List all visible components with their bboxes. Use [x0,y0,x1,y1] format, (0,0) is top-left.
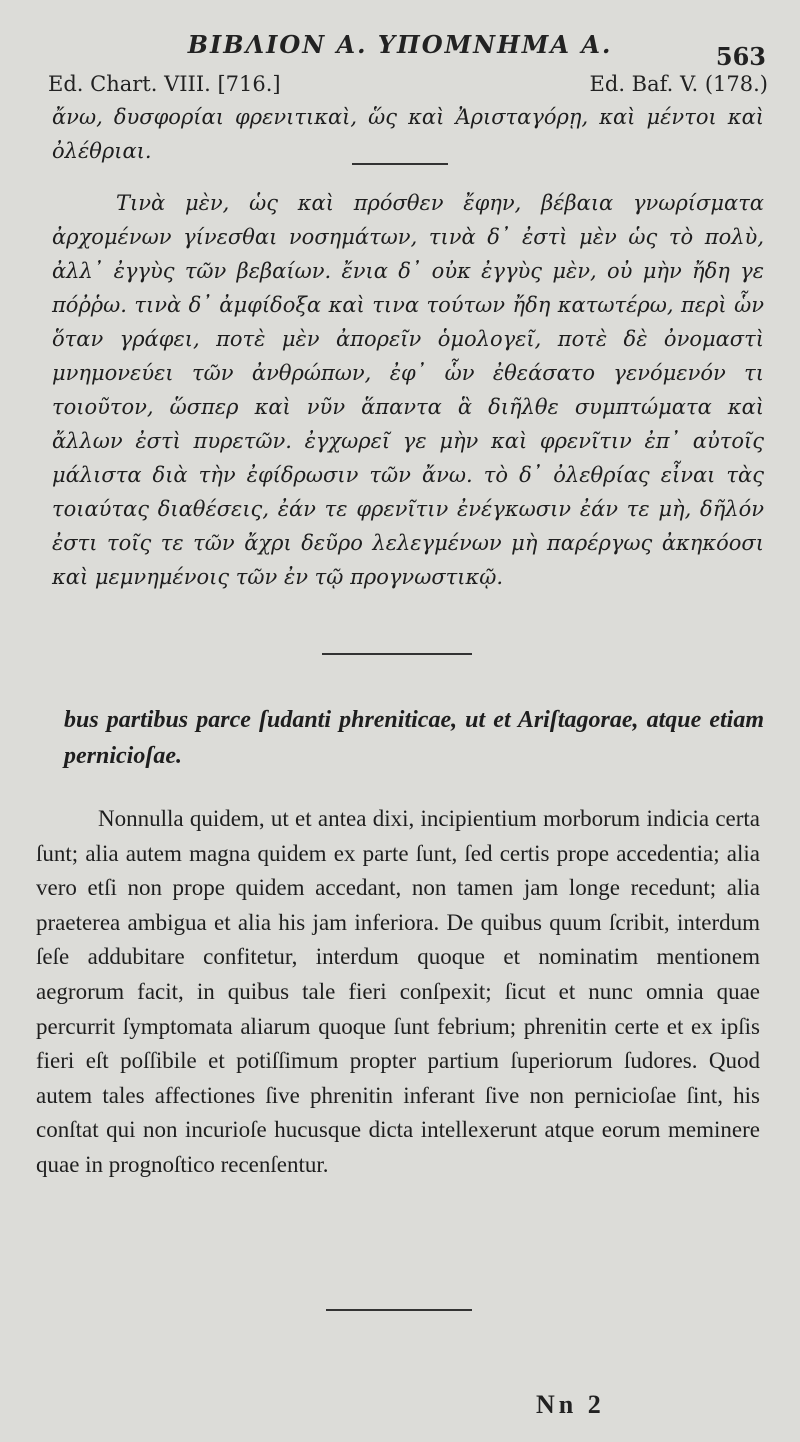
latin-main-paragraph: Nonnulla quidem, ut et antea dixi, incipientium morborum indicia certa ſunt; alia autem magna quidem ex parte ſunt, ſed certis prope accedentia; alia vero etſi non prope quidem accedant, non tamen jam longe recedunt; alia praeterea ambigua et alia his jam inferiora. De quibus quum ſcribit, interdum ſeſe addubitare confitetur, interdum quoque et nominatim mentionem aegrorum facit, in quibus tale fieri conſpexit; ſicut et nunc omnia quae percurrit ſymptomata aliarum quoque ſunt febrium; phrenitin certe et ex ipſis fieri eſt poſſibile et potiſſimum propter partium ſuperiorum ſudores. Quod autem tales affectiones ſive phrenitin inferant ſive non pernicioſae ſint, his conſtat qui non incurioſe hucusque dicta intellexerunt atque eorum meminere quae in prognoſtico recenſentur. [36,806,760,1177]
greek-main-paragraph: Τινὰ μὲν, ὡς καὶ πρόσθεν ἔφην, βέβαια γνωρίσματα ἀρχομένων γίνεσθαι νοσημάτων, τινὰ δ᾽ ἐστὶ μὲν ὡς τὸ πολὺ, ἀλλ᾽ ἐγγὺς τῶν βεβαίων. ἔνια δ᾽ οὐκ ἐγγὺς μὲν, οὐ μὴν ἤδη γε πόῤῥω. τινὰ δ᾽ ἀμφίδοξα καὶ τινα τούτων ἤδη κατωτέρω, περὶ ὧν ὅταν γράφει, ποτὲ μὲν ἀπορεῖν ὁμολογεῖ, ποτὲ δὲ ὀνομαστὶ μνημονεύει τῶν ἀνθρώπων, ἐφ᾽ ὧν ἐθεάσατο γενόμενόν τι τοιοῦτον, ὥσπερ καὶ νῦν ἅπαντα ἃ διῆλθε συμπτώματα καὶ ἄλλων ἐστὶ πυρετῶν. ἐγχωρεῖ γε μὴν καὶ φρενῖτιν ἐπ᾽ αὐτοῖς μάλιστα διὰ τὴν ἐφίδρωσιν τῶν ἄνω. τὸ δ᾽ ὀλεθρίας εἶναι τὰς τοιαύτας διαθέσεις, ἐάν τε φρενῖτιν ἐνέγκωσιν ἐάν τε μὴ, δῆλόν ἐστι τοῖς τε τῶν ἄχρι δεῦρο λελεγμένων μὴ παρέργως ἀκηκόοσι καὶ μεμνημένοις τῶν ἐν τῷ προγνωστικῷ. [52,191,764,589]
section-divider-top [352,163,448,165]
edition-basel-reference: Ed. Baf. V. (178.) [589,72,768,96]
edition-references [48,72,768,96]
running-head-title: ΒΙΒΛΙΟΝ Α. ΥΠΟΜΝΗΜΑ Α. [187,30,613,59]
greek-intro-paragraph: ἄνω, δυσφορίαι φρενιτικαὶ, ὥς καὶ Ἀρισταγόρῃ, καὶ μέντοι καὶ ὀλέθριαι. [52,105,764,163]
section-divider-middle [322,653,472,655]
latin-italic-paragraph: bus partibus parce ſudanti phreniticae, ut et Ariſtagorae, atque etiam pernicioſae. [64,707,764,769]
page-number: 563 [715,42,766,71]
section-divider-bottom [326,1309,472,1311]
edition-chartier-reference: Ed. Chart. VIII. [716.] [48,72,281,96]
signature-mark: Nn 2 [536,1390,605,1419]
